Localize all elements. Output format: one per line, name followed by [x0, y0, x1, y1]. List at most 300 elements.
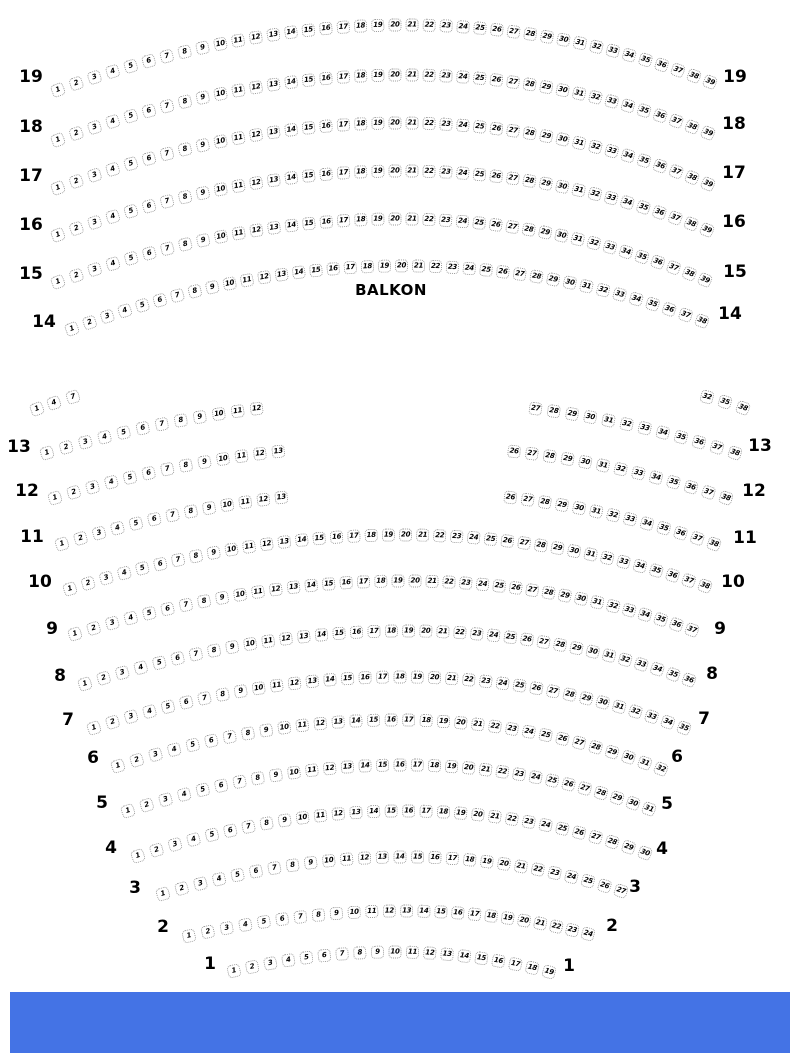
seat-row-1-3[interactable]: 3	[263, 956, 278, 971]
seat-row-17-13[interactable]: 13	[266, 125, 281, 140]
seat-row-6-6[interactable]: 6	[204, 733, 219, 748]
seat-row-11-1[interactable]: 1	[54, 536, 70, 552]
seat-row-16-6[interactable]: 6	[141, 198, 157, 214]
seat-row-18-30[interactable]: 30	[555, 83, 570, 98]
seat-row-17-33[interactable]: 33	[604, 143, 620, 159]
seat-row-6-22[interactable]: 22	[488, 719, 503, 734]
seat-row-9-34[interactable]: 34	[637, 607, 653, 623]
seat-row-8-27[interactable]: 27	[536, 635, 551, 650]
seat-row-9-35[interactable]: 35	[653, 611, 669, 627]
seat-row-3-16[interactable]: 16	[428, 851, 442, 865]
seat-row-3-26[interactable]: 26	[597, 878, 613, 894]
seat-row-6-12[interactable]: 12	[313, 717, 327, 731]
seat-row-15-13[interactable]: 13	[267, 220, 282, 235]
seat-row-1-11[interactable]: 11	[406, 946, 419, 959]
seat-row-2-16[interactable]: 16	[451, 906, 465, 920]
seat-row-1-7[interactable]: 7	[335, 947, 349, 961]
seat-row-18-3[interactable]: 3	[86, 119, 102, 135]
seat-row-5-2[interactable]: 2	[139, 797, 155, 813]
seat-row-14-25[interactable]: 25	[479, 263, 493, 277]
seat-row-6-4[interactable]: 4	[166, 742, 182, 758]
seat-row-17-28[interactable]: 28	[522, 126, 537, 141]
seat-row-9-3[interactable]: 3	[104, 615, 120, 631]
seat-row-15-26[interactable]: 26	[489, 218, 503, 232]
seat-row-3-20[interactable]: 20	[497, 857, 512, 872]
seat-row-16-11[interactable]: 11	[231, 178, 246, 193]
seat-row-10-19[interactable]: 19	[382, 529, 395, 542]
seat-row-14-18[interactable]: 18	[361, 260, 375, 274]
seat-row-8-3[interactable]: 3	[114, 665, 130, 681]
seat-row-16-14[interactable]: 14	[284, 171, 299, 186]
seat-row-4-27[interactable]: 27	[588, 829, 604, 845]
seat-row-2-3[interactable]: 3	[219, 921, 234, 936]
seat-row-17-9[interactable]: 9	[195, 138, 211, 154]
seat-row-18-31[interactable]: 31	[571, 86, 586, 101]
seat-row-4-19[interactable]: 19	[454, 806, 468, 820]
seat-row-19-12[interactable]: 12	[248, 30, 263, 45]
seat-row-14-22[interactable]: 22	[429, 260, 442, 273]
seat-row-4-25[interactable]: 25	[555, 821, 571, 837]
seat-row-12-28[interactable]: 28	[542, 449, 557, 464]
seat-row-2-12[interactable]: 12	[383, 904, 396, 917]
seat-row-2-19[interactable]: 19	[500, 911, 515, 926]
seat-row-19-15[interactable]: 15	[301, 23, 315, 37]
seat-row-8-13[interactable]: 13	[297, 630, 311, 644]
seat-row-7-13[interactable]: 13	[305, 674, 319, 688]
seat-row-stub-7[interactable]: 7	[65, 389, 81, 405]
seat-row-16-2[interactable]: 2	[68, 220, 85, 237]
seat-row-13-35[interactable]: 35	[673, 429, 689, 445]
seat-row-10-29[interactable]: 29	[550, 541, 565, 556]
seat-row-7-4[interactable]: 4	[142, 704, 158, 720]
seat-row-10-15[interactable]: 15	[312, 531, 326, 545]
seat-row-1-14[interactable]: 14	[457, 949, 471, 963]
seat-row-9-25[interactable]: 25	[492, 579, 506, 593]
seat-row-7-35[interactable]: 35	[676, 720, 693, 737]
seat-row-15-24[interactable]: 24	[456, 215, 470, 229]
seat-row-7-32[interactable]: 32	[627, 703, 643, 719]
seat-row-1-15[interactable]: 15	[474, 951, 489, 966]
seat-row-17-6[interactable]: 6	[141, 151, 157, 167]
seat-row-6-25[interactable]: 25	[538, 727, 553, 742]
seat-row-10-37[interactable]: 37	[681, 572, 697, 588]
seat-row-10-11[interactable]: 11	[242, 539, 257, 554]
seat-row-14-31[interactable]: 31	[579, 279, 595, 295]
seat-row-18-39[interactable]: 39	[700, 125, 717, 142]
seat-row-5-1[interactable]: 1	[120, 803, 136, 819]
seat-row-12-36[interactable]: 36	[683, 479, 699, 495]
seat-row-14-26[interactable]: 26	[496, 265, 510, 279]
seat-row-6-7[interactable]: 7	[222, 729, 237, 744]
seat-row-17-32[interactable]: 32	[588, 139, 604, 155]
seat-row-16-36[interactable]: 36	[651, 204, 667, 220]
seat-row-17-5[interactable]: 5	[123, 156, 139, 172]
seat-row-16-30[interactable]: 30	[555, 179, 570, 194]
seat-row-6-28[interactable]: 28	[588, 739, 604, 755]
seat-row-7-14[interactable]: 14	[323, 673, 337, 687]
seat-row-4-8[interactable]: 8	[259, 816, 274, 831]
seat-row-11-4[interactable]: 4	[110, 520, 126, 536]
seat-row-10-1[interactable]: 1	[62, 581, 78, 597]
seat-row-8-19[interactable]: 19	[402, 624, 415, 637]
seat-row-9-11[interactable]: 11	[251, 585, 266, 600]
seat-row-10-2[interactable]: 2	[80, 575, 96, 591]
seat-row-7-19[interactable]: 19	[411, 671, 424, 684]
seat-row-8-22[interactable]: 22	[453, 626, 467, 640]
seat-row-19-10[interactable]: 10	[213, 36, 228, 51]
seat-row-15-18[interactable]: 18	[354, 213, 368, 227]
seat-row-8-17[interactable]: 17	[367, 625, 380, 638]
seat-row-13-3[interactable]: 3	[77, 434, 93, 450]
seat-row-14-29[interactable]: 29	[546, 272, 561, 287]
seat-row-10-10[interactable]: 10	[224, 542, 239, 557]
seat-row-16-27[interactable]: 27	[506, 171, 521, 186]
seat-row-9-5[interactable]: 5	[141, 606, 157, 622]
seat-row-17-23[interactable]: 23	[439, 117, 453, 131]
seat-row-7-7[interactable]: 7	[197, 691, 212, 706]
seat-row-12-32[interactable]: 32	[613, 461, 628, 476]
seat-row-18-36[interactable]: 36	[652, 107, 668, 123]
seat-row-15-31[interactable]: 31	[570, 231, 586, 247]
seat-row-13-38[interactable]: 38	[727, 445, 743, 461]
seat-row-12-34[interactable]: 34	[648, 470, 664, 486]
seat-row-7-24[interactable]: 24	[495, 676, 510, 691]
seat-row-6-17[interactable]: 17	[402, 713, 415, 726]
seat-row-3-17[interactable]: 17	[445, 852, 459, 866]
seat-row-7-22[interactable]: 22	[462, 673, 476, 687]
seat-row-1-2[interactable]: 2	[245, 959, 260, 974]
seat-row-13-27[interactable]: 27	[528, 401, 543, 416]
seat-row-13-7[interactable]: 7	[154, 417, 169, 432]
seat-row-6-15[interactable]: 15	[367, 714, 380, 727]
seat-row-4-26[interactable]: 26	[571, 825, 587, 841]
seat-row-11-5[interactable]: 5	[128, 516, 144, 532]
seat-row-19-1[interactable]: 1	[50, 82, 67, 99]
seat-row-9-27[interactable]: 27	[525, 583, 540, 598]
seat-row-19-6[interactable]: 6	[141, 53, 157, 69]
seat-row-13-5[interactable]: 5	[116, 425, 132, 441]
seat-row-14-24[interactable]: 24	[462, 262, 476, 276]
seat-row-18-16[interactable]: 16	[319, 71, 333, 85]
seat-row-18-7[interactable]: 7	[159, 98, 175, 114]
seat-row-7-10[interactable]: 10	[251, 681, 266, 696]
seat-row-10-24[interactable]: 24	[467, 531, 481, 545]
seat-row-2-9[interactable]: 9	[329, 907, 343, 921]
seat-row-18-22[interactable]: 22	[422, 69, 435, 82]
seat-row-4-1[interactable]: 1	[130, 848, 146, 864]
seat-row-5-10[interactable]: 10	[287, 765, 302, 780]
seat-row-10-4[interactable]: 4	[116, 565, 132, 581]
seat-row-9-37[interactable]: 37	[684, 622, 701, 639]
seat-row-14-21[interactable]: 21	[412, 259, 425, 272]
seat-row-13-1[interactable]: 1	[39, 445, 55, 461]
seat-row-4-7[interactable]: 7	[241, 819, 256, 834]
seat-row-18-38[interactable]: 38	[684, 119, 701, 136]
seat-row-5-13[interactable]: 13	[340, 760, 354, 774]
seat-row-3-15[interactable]: 15	[411, 850, 424, 863]
seat-row-9-31[interactable]: 31	[589, 595, 605, 611]
seat-row-19-2[interactable]: 2	[68, 75, 85, 92]
seat-row-6-29[interactable]: 29	[604, 744, 620, 760]
seat-row-18-15[interactable]: 15	[301, 73, 315, 87]
seat-row-14-6[interactable]: 6	[152, 292, 168, 308]
seat-row-17-14[interactable]: 14	[284, 123, 299, 138]
seat-row-16-17[interactable]: 17	[337, 166, 351, 180]
seat-row-16-20[interactable]: 20	[388, 164, 401, 177]
seat-row-7-34[interactable]: 34	[660, 714, 677, 731]
seat-row-19-18[interactable]: 18	[354, 19, 368, 33]
seat-row-14-35[interactable]: 35	[645, 296, 661, 312]
seat-row-19-36[interactable]: 36	[654, 57, 670, 73]
seat-row-2-7[interactable]: 7	[293, 910, 307, 924]
seat-row-10-20[interactable]: 20	[399, 528, 412, 541]
seat-row-19-14[interactable]: 14	[284, 25, 299, 40]
seat-row-17-29[interactable]: 29	[539, 129, 554, 144]
seat-row-6-18[interactable]: 18	[419, 714, 433, 728]
seat-row-18-8[interactable]: 8	[177, 94, 193, 110]
seat-row-4-4[interactable]: 4	[186, 832, 202, 848]
seat-row-19-33[interactable]: 33	[605, 43, 621, 59]
seat-row-3-3[interactable]: 3	[193, 876, 209, 892]
seat-row-1-19[interactable]: 19	[541, 964, 557, 980]
seat-row-12-6[interactable]: 6	[141, 465, 157, 481]
seat-row-4-5[interactable]: 5	[204, 827, 220, 843]
seat-row-15-5[interactable]: 5	[123, 250, 139, 266]
seat-row-14-15[interactable]: 15	[309, 263, 323, 277]
seat-row-9-16[interactable]: 16	[339, 576, 353, 590]
seat-row-13-31[interactable]: 31	[601, 413, 616, 428]
seat-row-16-12[interactable]: 12	[249, 176, 264, 191]
seat-row-12-2[interactable]: 2	[66, 484, 82, 500]
seat-row-8-28[interactable]: 28	[553, 637, 568, 652]
seat-row-15-39[interactable]: 39	[697, 272, 714, 289]
seat-row-9-1[interactable]: 1	[67, 626, 83, 642]
seat-row-11-34[interactable]: 34	[639, 516, 655, 532]
seat-row-10-38[interactable]: 38	[697, 578, 714, 595]
seat-row-18-33[interactable]: 33	[604, 93, 620, 109]
seat-row-14-8[interactable]: 8	[187, 283, 203, 299]
seat-row-3-12[interactable]: 12	[358, 851, 372, 865]
seat-row-10-26[interactable]: 26	[500, 534, 514, 548]
seat-row-12-5[interactable]: 5	[122, 470, 138, 486]
seat-row-19-26[interactable]: 26	[490, 23, 504, 37]
seat-row-15-6[interactable]: 6	[141, 245, 157, 261]
seat-row-19-37[interactable]: 37	[670, 62, 687, 79]
seat-row-stub-1[interactable]: 1	[29, 401, 46, 418]
seat-row-11-7[interactable]: 7	[165, 507, 180, 522]
seat-row-11-29[interactable]: 29	[554, 497, 569, 512]
seat-row-19-8[interactable]: 8	[177, 44, 193, 60]
seat-row-5-7[interactable]: 7	[232, 774, 247, 789]
seat-row-12-27[interactable]: 27	[525, 446, 540, 461]
seat-row-13-36[interactable]: 36	[691, 434, 707, 450]
seat-row-8-5[interactable]: 5	[151, 655, 167, 671]
seat-row-15-35[interactable]: 35	[634, 249, 650, 265]
seat-row-17-12[interactable]: 12	[249, 128, 264, 143]
seat-row-stub-32[interactable]: 32	[699, 389, 715, 405]
seat-row-16-8[interactable]: 8	[177, 189, 193, 205]
seat-row-15-34[interactable]: 34	[618, 244, 634, 260]
seat-row-10-34[interactable]: 34	[632, 558, 648, 574]
seat-row-15-2[interactable]: 2	[68, 267, 84, 283]
seat-row-4-24[interactable]: 24	[538, 817, 553, 832]
seat-row-3-2[interactable]: 2	[174, 881, 190, 897]
seat-row-19-27[interactable]: 27	[506, 25, 521, 40]
seat-row-8-6[interactable]: 6	[170, 651, 186, 667]
seat-row-12-7[interactable]: 7	[160, 462, 175, 477]
seat-row-1-13[interactable]: 13	[440, 947, 454, 961]
seat-row-8-24[interactable]: 24	[486, 628, 500, 642]
seat-row-14-5[interactable]: 5	[134, 297, 150, 313]
seat-row-3-8[interactable]: 8	[285, 858, 300, 873]
seat-row-5-12[interactable]: 12	[323, 761, 337, 775]
seat-row-6-30[interactable]: 30	[620, 749, 636, 765]
seat-row-19-19[interactable]: 19	[371, 19, 384, 32]
seat-row-10-3[interactable]: 3	[98, 570, 114, 586]
seat-row-5-26[interactable]: 26	[561, 776, 577, 792]
seat-row-10-32[interactable]: 32	[599, 550, 615, 566]
seat-row-19-29[interactable]: 29	[539, 29, 554, 44]
seat-row-16-32[interactable]: 32	[587, 186, 603, 202]
seat-row-12-30[interactable]: 30	[578, 455, 593, 470]
seat-row-6-9[interactable]: 9	[259, 723, 274, 738]
seat-row-8-14[interactable]: 14	[314, 628, 328, 642]
seat-row-17-11[interactable]: 11	[231, 131, 246, 146]
seat-row-11-27[interactable]: 27	[520, 492, 535, 507]
seat-row-10-35[interactable]: 35	[648, 563, 664, 579]
seat-row-12-38[interactable]: 38	[718, 490, 734, 506]
seat-row-12-4[interactable]: 4	[103, 474, 119, 490]
seat-row-17-15[interactable]: 15	[301, 121, 315, 135]
seat-row-3-18[interactable]: 18	[463, 853, 477, 867]
seat-row-6-2[interactable]: 2	[129, 752, 145, 768]
seat-row-13-32[interactable]: 32	[619, 416, 634, 431]
seat-row-12-8[interactable]: 8	[178, 458, 193, 473]
seat-row-13-33[interactable]: 33	[637, 420, 653, 436]
seat-row-11-11[interactable]: 11	[238, 495, 253, 510]
seat-row-8-7[interactable]: 7	[188, 647, 203, 662]
seat-row-14-1[interactable]: 1	[64, 321, 81, 338]
seat-row-14-30[interactable]: 30	[562, 275, 577, 290]
seat-row-3-24[interactable]: 24	[564, 869, 580, 885]
seat-row-14-3[interactable]: 3	[99, 308, 115, 324]
seat-row-2-10[interactable]: 10	[347, 906, 361, 920]
seat-row-7-18[interactable]: 18	[394, 671, 407, 684]
seat-row-7-9[interactable]: 9	[233, 684, 248, 699]
seat-row-19-21[interactable]: 21	[406, 18, 419, 31]
seat-row-16-25[interactable]: 25	[472, 168, 486, 182]
seat-row-4-12[interactable]: 12	[331, 807, 345, 821]
seat-row-12-9[interactable]: 9	[197, 455, 212, 470]
seat-row-17-25[interactable]: 25	[473, 120, 487, 134]
seat-row-7-17[interactable]: 17	[376, 671, 389, 684]
seat-row-6-26[interactable]: 26	[555, 731, 571, 747]
seat-row-15-11[interactable]: 11	[231, 226, 246, 241]
seat-row-16-1[interactable]: 1	[50, 227, 67, 244]
seat-row-4-28[interactable]: 28	[604, 834, 620, 850]
seat-row-2-2[interactable]: 2	[200, 924, 215, 939]
seat-row-2-17[interactable]: 17	[468, 907, 482, 921]
seat-row-19-23[interactable]: 23	[439, 19, 453, 33]
seat-row-17-27[interactable]: 27	[506, 123, 521, 138]
seat-row-19-3[interactable]: 3	[86, 69, 102, 85]
seat-row-1-16[interactable]: 16	[491, 953, 506, 968]
seat-row-2-22[interactable]: 22	[549, 919, 564, 934]
seat-row-10-25[interactable]: 25	[484, 532, 498, 546]
seat-row-18-10[interactable]: 10	[213, 86, 228, 101]
seat-row-2-20[interactable]: 20	[517, 913, 532, 928]
seat-row-14-19[interactable]: 19	[378, 260, 391, 273]
seat-row-18-19[interactable]: 19	[371, 69, 384, 82]
seat-row-18-26[interactable]: 26	[489, 73, 503, 87]
seat-row-13-6[interactable]: 6	[135, 420, 150, 435]
seat-row-1-6[interactable]: 6	[317, 948, 331, 962]
seat-row-4-29[interactable]: 29	[620, 839, 636, 855]
seat-row-13-37[interactable]: 37	[709, 439, 725, 455]
seat-row-7-6[interactable]: 6	[178, 695, 194, 711]
seat-row-9-33[interactable]: 33	[621, 602, 637, 618]
seat-row-15-23[interactable]: 23	[439, 214, 453, 228]
seat-row-11-10[interactable]: 10	[220, 498, 235, 513]
seat-row-10-5[interactable]: 5	[134, 561, 150, 577]
seat-row-17-38[interactable]: 38	[684, 169, 701, 186]
seat-row-15-37[interactable]: 37	[665, 259, 682, 276]
seat-row-10-18[interactable]: 18	[364, 529, 377, 542]
seat-row-14-16[interactable]: 16	[326, 262, 340, 276]
seat-row-9-17[interactable]: 17	[357, 575, 371, 589]
seat-row-8-31[interactable]: 31	[601, 648, 617, 664]
seat-row-12-37[interactable]: 37	[700, 484, 716, 500]
seat-row-5-21[interactable]: 21	[478, 763, 492, 777]
seat-row-9-6[interactable]: 6	[160, 601, 176, 617]
seat-row-19-32[interactable]: 32	[589, 39, 605, 55]
seat-row-18-6[interactable]: 6	[141, 103, 157, 119]
seat-row-14-20[interactable]: 20	[395, 259, 408, 272]
seat-row-3-11[interactable]: 11	[340, 852, 354, 866]
seat-row-5-8[interactable]: 8	[250, 771, 265, 786]
seat-row-9-15[interactable]: 15	[322, 577, 336, 591]
seat-row-19-30[interactable]: 30	[556, 32, 571, 47]
seat-row-12-35[interactable]: 35	[666, 474, 682, 490]
seat-row-14-38[interactable]: 38	[694, 313, 711, 330]
seat-row-9-13[interactable]: 13	[286, 580, 300, 594]
seat-row-15-36[interactable]: 36	[650, 254, 667, 271]
seat-row-16-31[interactable]: 31	[571, 182, 587, 198]
seat-row-10-36[interactable]: 36	[664, 567, 680, 583]
seat-row-6-14[interactable]: 14	[349, 714, 363, 728]
seat-row-6-16[interactable]: 16	[385, 713, 398, 726]
seat-row-8-20[interactable]: 20	[419, 625, 432, 638]
seat-row-8-1[interactable]: 1	[77, 676, 93, 692]
seat-row-3-10[interactable]: 10	[322, 854, 336, 868]
seat-row-11-31[interactable]: 31	[589, 504, 604, 519]
seat-row-7-1[interactable]: 1	[86, 720, 102, 736]
seat-row-19-4[interactable]: 4	[105, 63, 121, 79]
seat-row-7-12[interactable]: 12	[287, 676, 301, 690]
seat-row-13-28[interactable]: 28	[546, 404, 561, 419]
seat-row-14-11[interactable]: 11	[239, 273, 254, 288]
seat-row-17-37[interactable]: 37	[668, 163, 685, 180]
seat-row-19-16[interactable]: 16	[319, 21, 333, 35]
seat-row-1-9[interactable]: 9	[371, 946, 384, 959]
seat-row-14-4[interactable]: 4	[117, 303, 133, 319]
seat-row-3-9[interactable]: 9	[303, 856, 317, 870]
seat-row-2-1[interactable]: 1	[181, 928, 197, 944]
seat-row-15-16[interactable]: 16	[319, 215, 333, 229]
seat-row-4-6[interactable]: 6	[223, 823, 239, 839]
seat-row-3-4[interactable]: 4	[211, 871, 227, 887]
seat-row-14-10[interactable]: 10	[222, 276, 237, 291]
